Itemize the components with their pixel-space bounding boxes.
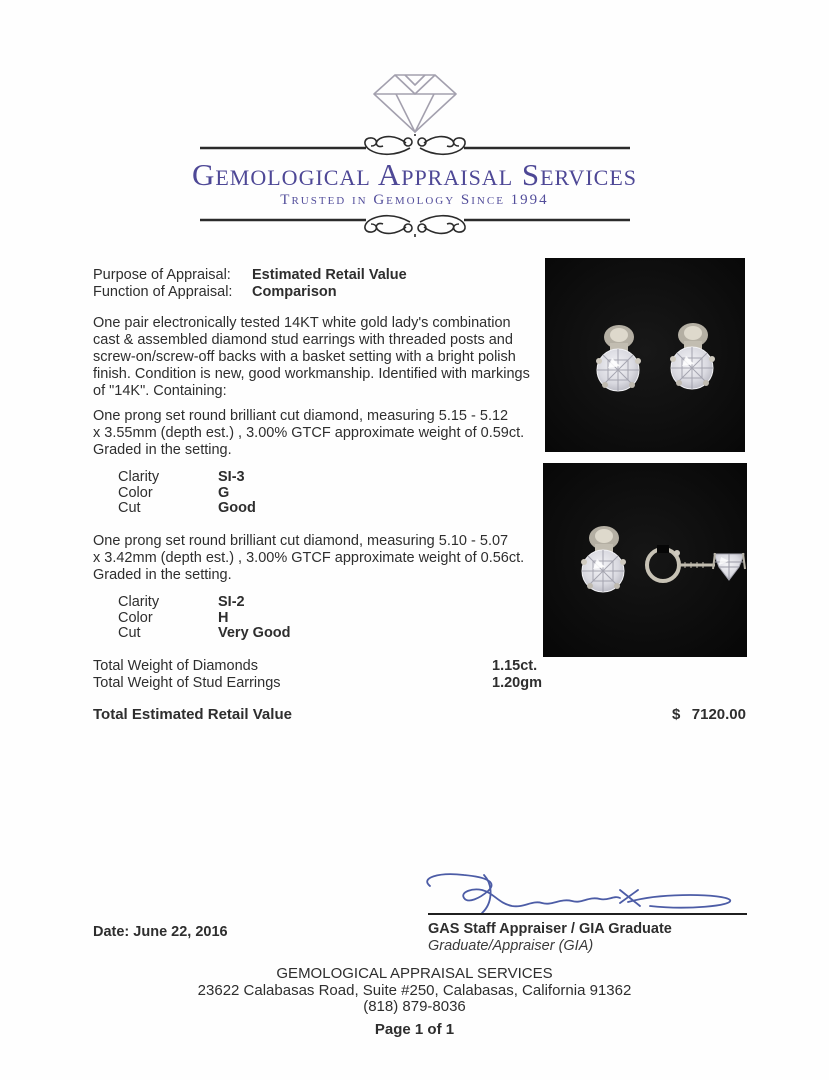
footer-phone: (818) 879-8036: [363, 998, 466, 1015]
appraisal-date: Date: June 22, 2016: [93, 924, 228, 940]
cut-label: Cut: [118, 500, 141, 517]
spec-row: [118, 595, 291, 611]
spec-row: [118, 626, 291, 642]
item-description: One pair electronically tested 14KT white gold lady's combination cast & assembled diamond stud earrings with threaded posts and screw-on/screw-off backs with a basket setting with a bright polish finish. Condition is new, good workmanship. Identified with markings of "14K". Containing:: [93, 315, 530, 399]
function-value: Comparison: [252, 284, 337, 300]
ornamental-rule-top: [200, 134, 630, 158]
diamond-1-specs: [118, 470, 256, 517]
footer-company: GEMOLOGICAL APPRAISAL SERVICES: [276, 965, 553, 982]
purpose-row: [93, 267, 407, 284]
clarity-label: Clarity: [118, 469, 160, 485]
color-value: G: [218, 484, 230, 501]
footer-address: 23622 Calabasas Road, Suite #250, Calabasas, California 91362: [197, 981, 632, 999]
ornamental-rule-bottom: [200, 212, 630, 238]
clarity-value: SI-3: [218, 469, 245, 485]
diamond-1-description: One prong set round brilliant cut diamond, measuring 5.15 - 5.12 x 3.55mm (depth est.) , 3.00% GTCF approximate weight of 0.59ct. Graded in the setting.: [93, 408, 525, 458]
diamond-logo-icon: [368, 70, 462, 134]
diamond-2-description: One prong set round brilliant cut diamond, measuring 5.10 - 5.07 x 3.42mm (depth est.) , 3.00% GTCF approximate weight of 0.56ct. Graded in the setting.: [93, 533, 525, 583]
earrings-front-pair-image: [545, 258, 745, 452]
spec-row: [118, 501, 256, 517]
grand-total-currency: $: [672, 706, 681, 723]
signer-title: GAS Staff Appraiser / GIA Graduate: [428, 921, 672, 937]
grand-total-amount: 7120.00: [691, 706, 746, 723]
total-weight-earrings-label: Total Weight of Stud Earrings: [93, 675, 281, 691]
signer-credential: Graduate/Appraiser (GIA): [428, 938, 594, 954]
clarity-value: SI-2: [218, 594, 245, 610]
clarity-label: Clarity: [118, 594, 160, 610]
company-name: Gemological Appraisal Services: [191, 157, 638, 192]
function-label: Function of Appraisal:: [93, 284, 233, 300]
appraiser-signature: [424, 870, 746, 916]
total-weight-diamonds-label: Total Weight of Diamonds: [93, 658, 258, 674]
color-label: Color: [118, 609, 153, 626]
color-label: Color: [118, 484, 153, 501]
purpose-value: Estimated Retail Value: [252, 267, 407, 283]
letterhead: [191, 70, 638, 238]
grand-total-label: Total Estimated Retail Value: [93, 706, 292, 723]
spec-row: [118, 486, 256, 502]
cut-label: Cut: [118, 625, 141, 642]
earrings-photo-front-and-side: [543, 463, 747, 657]
signature-line: [428, 913, 747, 915]
footer: [0, 966, 829, 1038]
purpose-label: Purpose of Appraisal:: [93, 267, 231, 283]
cut-value: Very Good: [218, 625, 291, 642]
total-weight-diamonds-value: 1.15ct.: [492, 658, 538, 674]
page-number: Page 1 of 1: [374, 1020, 455, 1038]
total-weight-earrings-value: 1.20gm: [492, 675, 542, 691]
diamond-2-specs: [118, 595, 291, 642]
function-row: [93, 284, 337, 301]
company-tagline: Trusted in Gemology Since 1994: [280, 192, 549, 208]
color-value: H: [218, 609, 229, 626]
earrings-front-side-image: [543, 463, 747, 657]
spec-row: [118, 470, 256, 486]
spec-row: [118, 611, 291, 627]
earrings-photo-front-pair: [545, 258, 745, 452]
cut-value: Good: [218, 500, 256, 517]
